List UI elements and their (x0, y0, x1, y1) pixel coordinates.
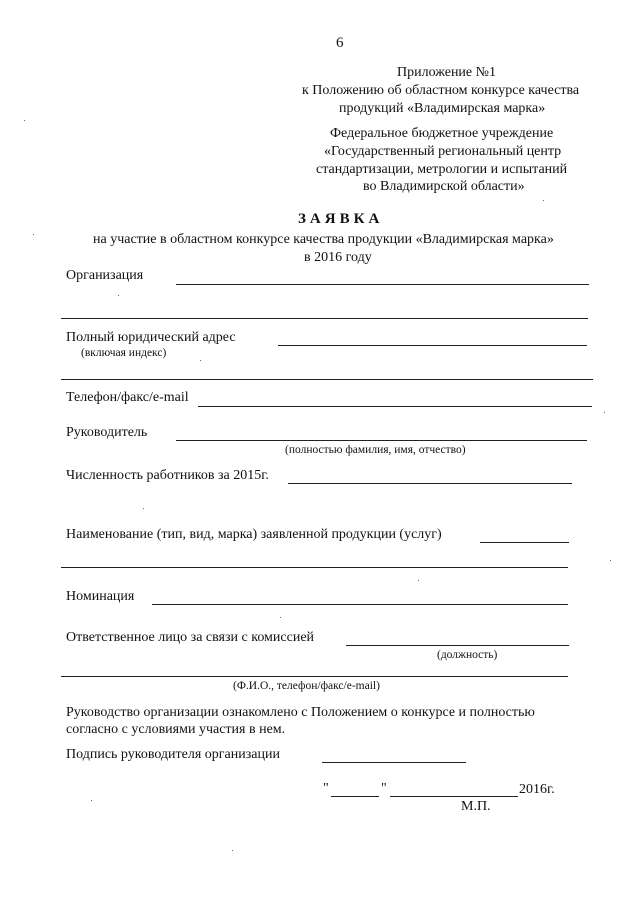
scan-speck (200, 360, 201, 361)
date-month-field[interactable] (390, 796, 518, 797)
signature-field[interactable] (322, 762, 466, 763)
nomination-label: Номинация (66, 589, 135, 604)
scan-speck (33, 234, 34, 235)
phone-field[interactable] (198, 406, 592, 407)
addressee-line-1: Федеральное бюджетное учреждение (330, 126, 554, 141)
date-open-quote: " (323, 781, 329, 796)
addressee-line-2: «Государственный региональный центр (324, 144, 562, 159)
phone-label: Телефон/факс/e-mail (66, 390, 189, 405)
acknowledgement-line-2: согласно с условиями участия в нем. (66, 722, 286, 737)
product-field-line-2[interactable] (61, 567, 568, 568)
organization-label: Организация (66, 268, 144, 283)
legal-address-hint: (включая индекс) (81, 347, 167, 359)
appendix-line-1: к Положению об областном конкурсе качества (302, 83, 580, 98)
director-field[interactable] (176, 440, 587, 441)
form-title: ЗАЯВКА (298, 211, 384, 227)
scan-speck (604, 412, 605, 413)
appendix-line-2: продукций «Владимирская марка» (339, 101, 546, 116)
form-subtitle: на участие в областном конкурсе качества продукции «Владимирская марка» (93, 232, 554, 247)
contact-details-hint: (Ф.И.О., телефон/факс/e-mail) (233, 680, 380, 692)
contact-details-field[interactable] (61, 676, 568, 677)
acknowledgement-line-1: Руководство организации ознакомлено с Положением о конкурсе и полностью (66, 705, 535, 720)
staff-count-field[interactable] (288, 483, 572, 484)
stamp-place: М.П. (461, 799, 491, 814)
staff-count-label: Численность работников за 2015г. (66, 468, 269, 483)
contact-person-label: Ответственное лицо за связи с комиссией (66, 630, 315, 645)
page-number: 6 (336, 35, 344, 51)
organization-field[interactable] (176, 284, 589, 285)
scan-speck (232, 850, 233, 851)
director-label: Руководитель (66, 425, 148, 440)
date-day-field[interactable] (331, 796, 379, 797)
scan-speck (91, 800, 92, 801)
scan-speck (143, 508, 144, 509)
signature-label: Подпись руководителя организации (66, 747, 280, 762)
addressee-line-3: стандартизации, метрологии и испытаний (316, 162, 568, 177)
scan-speck (24, 120, 25, 121)
date-close-quote: " (381, 781, 387, 796)
scan-speck (280, 617, 281, 618)
position-hint: (должность) (437, 649, 498, 661)
nomination-field[interactable] (152, 604, 568, 605)
appendix-title: Приложение №1 (397, 65, 496, 80)
date-year: 2016г. (519, 782, 555, 797)
product-field[interactable] (480, 542, 569, 543)
organization-field-line-2[interactable] (61, 318, 588, 319)
contact-person-field[interactable] (346, 645, 569, 646)
legal-address-field[interactable] (278, 345, 587, 346)
legal-address-label: Полный юридический адрес (66, 330, 236, 345)
addressee-line-4: во Владимирской области» (363, 179, 525, 194)
product-label: Наименование (тип, вид, марка) заявленной продукции (услуг) (66, 527, 442, 542)
scan-speck (543, 200, 544, 201)
form-year: в 2016 году (304, 250, 372, 265)
scan-speck (118, 295, 119, 296)
legal-address-field-line-2[interactable] (61, 379, 593, 380)
scan-speck (610, 560, 611, 561)
scan-speck (418, 580, 419, 581)
director-hint: (полностью фамилия, имя, отчество) (285, 444, 466, 456)
